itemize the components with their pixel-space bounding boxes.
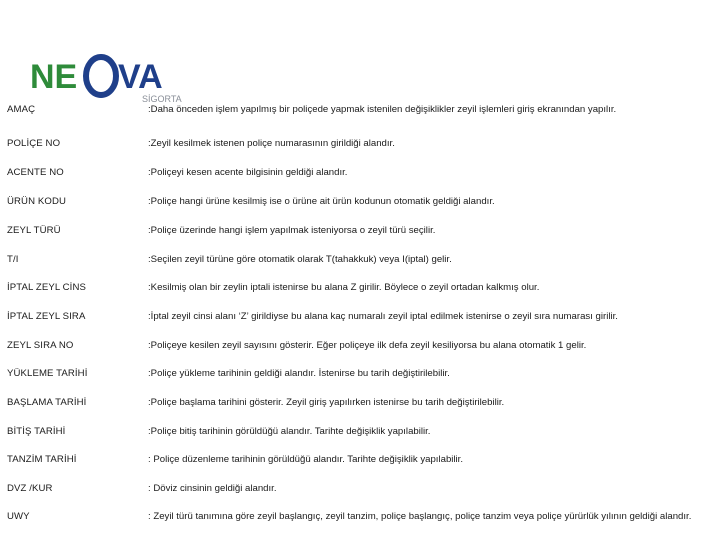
glossary-description: : Zeyil türü tanımına göre zeyil başlangıç, zeyil tanzim, poliçe başlangıç, poliçe tanzim veya poliçe yürürlük yılının geldiği alandır.	[148, 511, 692, 522]
glossary-term: UWY	[7, 511, 30, 522]
glossary-description: :Zeyil kesilmek istenen poliçe numarasının girildiği alandır.	[148, 138, 395, 149]
logo-o-ring	[86, 57, 116, 95]
glossary-term: ACENTE NO	[7, 167, 64, 178]
logo-graphic	[30, 50, 190, 110]
glossary-term: İPTAL ZEYL SIRA	[7, 311, 86, 322]
glossary-description: :Poliçeye kesilen zeyil sayısını gösterir. Eğer poliçeye ilk defa zeyil kesiliyorsa bu alana otomatik 1 gelir.	[148, 340, 587, 351]
logo-text-ne: NE	[30, 58, 78, 96]
logo-text-va: VA	[118, 58, 163, 96]
glossary-description: :Seçilen zeyil türüne göre otomatik olarak T(tahakkuk) veya I(iptal) gelir.	[148, 254, 452, 265]
glossary-term: ÜRÜN KODU	[7, 196, 66, 207]
glossary-description: :İptal zeyil cinsi alanı ‘Z’ girildiyse bu alana kaç numaralı zeyil iptal edilmek istenirse o zeyil sıra numarası girilir.	[148, 311, 618, 322]
glossary-term: DVZ /KUR	[7, 483, 53, 494]
glossary-description: :Poliçe başlama tarihini gösterir. Zeyil giriş yapılırken istenirse bu tarih değiştirilebilir.	[148, 397, 505, 408]
glossary-description: :Daha önceden işlem yapılmış bir poliçede yapmak istenilen değişiklikler zeyil işlemleri giriş ekranından yapılır.	[148, 104, 617, 115]
glossary-description: :Poliçe yükleme tarihinin geldiği alandır. İstenirse bu tarih değiştirilebilir.	[148, 368, 450, 379]
glossary-description: : Poliçe düzenleme tarihinin görüldüğü alandır. Tarihte değişiklik yapılabilir.	[148, 454, 463, 465]
glossary-term: ZEYL SIRA NO	[7, 340, 74, 351]
glossary-term: ZEYL TÜRÜ	[7, 225, 61, 236]
glossary-term: T/I	[7, 254, 19, 265]
glossary-term: TANZİM TARİHİ	[7, 454, 77, 465]
glossary-term: İPTAL ZEYL CİNS	[7, 282, 86, 293]
glossary-term: YÜKLEME TARİHİ	[7, 368, 88, 379]
logo-subbrand: SİGORTA	[142, 94, 182, 104]
glossary-term: AMAÇ	[7, 104, 36, 115]
glossary-description: : Döviz cinsinin geldiği alandır.	[148, 483, 277, 494]
glossary-term: BAŞLAMA TARİHİ	[7, 397, 87, 408]
glossary-description: :Poliçe üzerinde hangi işlem yapılmak isteniyorsa o zeyil türü seçilir.	[148, 225, 436, 236]
glossary-description: :Kesilmiş olan bir zeylin iptali istenirse bu alana Z girilir. Böylece o zeyil ortadan kalkmış olur.	[148, 282, 540, 293]
glossary-term: POLİÇE NO	[7, 138, 61, 149]
glossary-description: :Poliçe hangi ürüne kesilmiş ise o ürüne ait ürün kodunun otomatik geldiği alandır.	[148, 196, 495, 207]
glossary-term: BİTİŞ TARİHİ	[7, 426, 66, 437]
glossary-description: :Poliçeyi kesen acente bilgisinin geldiği alandır.	[148, 167, 348, 178]
neova-sigorta-logo	[30, 50, 190, 110]
glossary-description: :Poliçe bitiş tarihinin görüldüğü alandır. Tarihte değişiklik yapılabilir.	[148, 426, 431, 437]
